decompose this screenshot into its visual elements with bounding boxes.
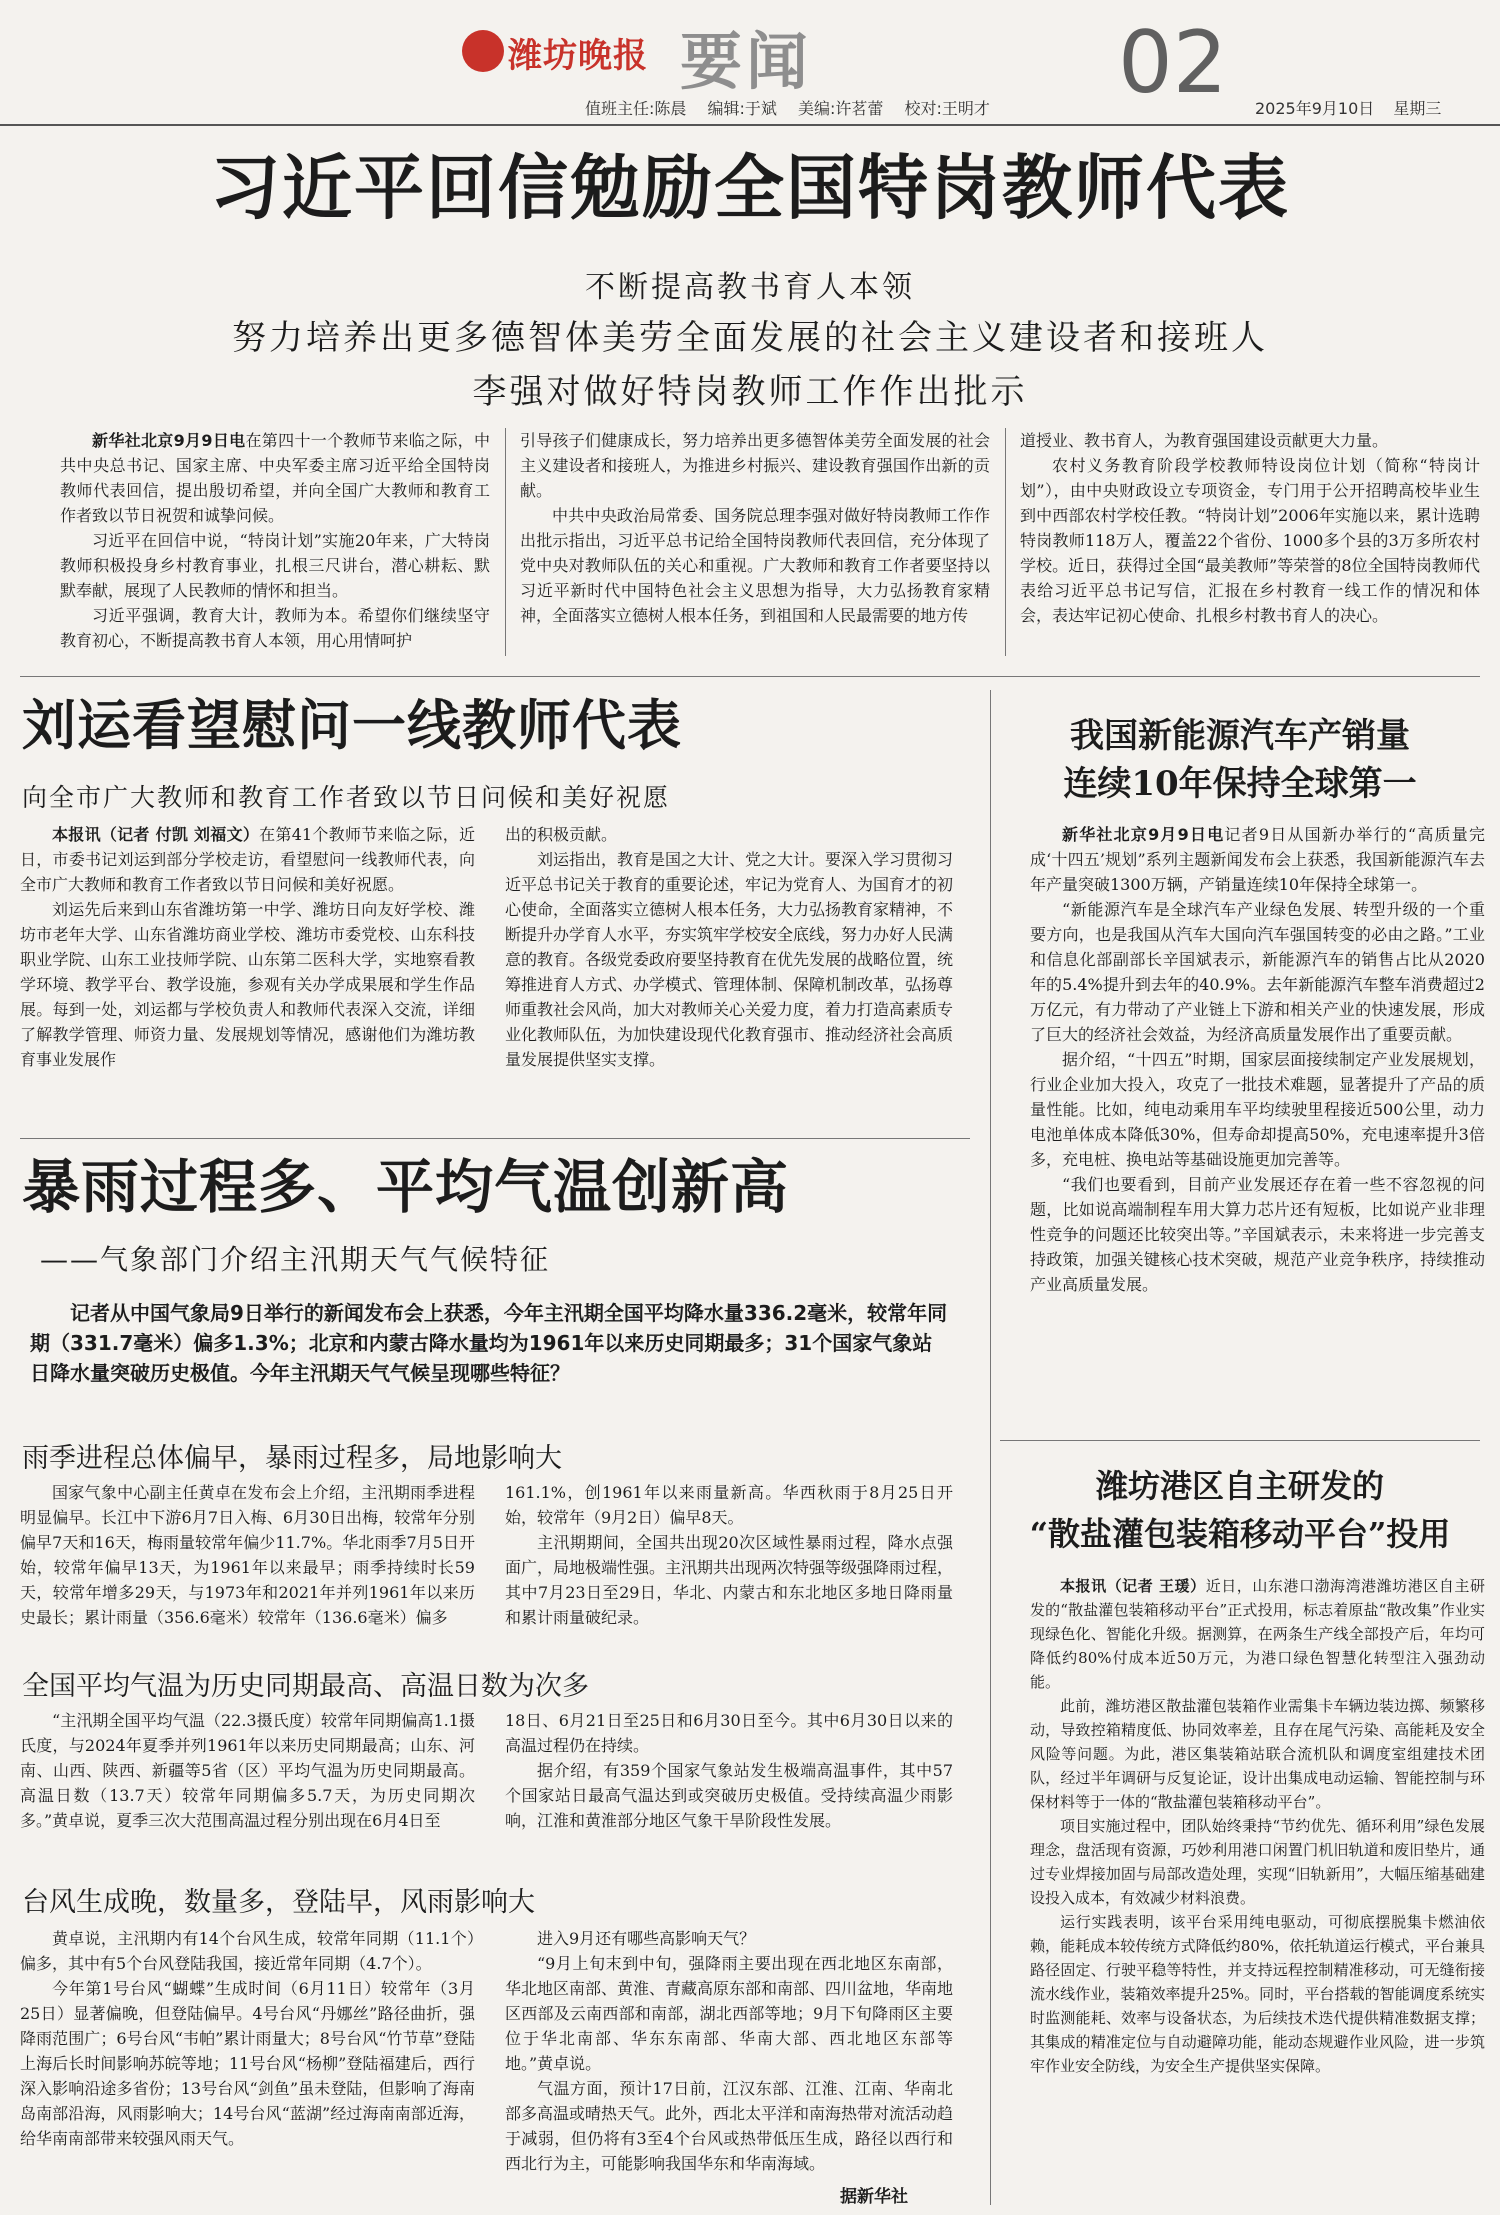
nev-body [1030, 822, 1485, 1500]
port-byline: 本报讯（记者 王瑗） [1060, 1577, 1206, 1595]
rain-headline: 暴雨过程多、平均气温创新高 [22, 1153, 790, 1221]
nev-headline-line-1: 我国新能源汽车产销量 [1070, 716, 1410, 756]
paragraph: 据介绍，有359个国家气象站发生极端高温事件，其中57个国家站日最高气温达到或突破历史极值。受持续高温少雨影响，江淮和黄淮部分地区气象干旱阶段性发展。 [505, 1761, 953, 1830]
lead-subtitle-1: 不断提高教书育人本领 [585, 270, 915, 305]
rain-s1-column-2 [505, 1480, 953, 1630]
port-headline-line-1: 潍坊港区自主研发的 [1095, 1467, 1384, 1505]
rain-s2-column-1 [20, 1708, 475, 1858]
paragraph: “新能源汽车是全球汽车产业绿色发展、转型升级的一个重要方向，也是我国从汽车大国向汽车强国转变的必由之路。”工业和信息化部副部长辛国斌表示，新能源汽车的销售占比从2020年的5.4%提升到去年的40.9%。去年新能源汽车整车消费超过2万亿元，有力带动了产业链上下游和相关产业的快速发展，形成了巨大的经济社会效益，为经济高质量发展作出了重要贡献。 [1030, 900, 1485, 1044]
lead-column-1 [60, 428, 490, 656]
paragraph: 引导孩子们健康成长，努力培养出更多德智体美劳全面发展的社会主义建设者和接班人，为推进乡村振兴、建设教育强国作出新的贡献。 [520, 431, 990, 500]
liu-subtitle: 向全市广大教师和教育工作者致以节日问候和美好祝愿 [22, 783, 671, 812]
rain-s2-column-2 [505, 1708, 953, 1858]
section-divider [20, 1138, 970, 1139]
paragraph: 习近平强调，教育大计，教师为本。希望你们继续坚守教育初心，不断提高教书育人本领，用心用情呵护 [60, 606, 490, 650]
paragraph: 161.1%，创1961年以来雨量新高。华西秋雨于8月25日开始，较常年（9月2日）偏早8天。 [505, 1483, 953, 1527]
rain-s3-column-1 [20, 1926, 475, 2202]
rain-s1-column-1 [20, 1480, 475, 1630]
paragraph: 项目实施过程中，团队始终秉持“节约优先、循环利用”绿色发展理念，盘活现有资源，巧妙利用港口闲置门机旧轨道和废旧垫片，通过专业焊接加固与局部改造处理，实现“旧轨新用”，大幅压缩基础建设投入成本，有效减少材料浪费。 [1030, 1817, 1485, 1907]
port-headline [1000, 1462, 1480, 1558]
editor-credit: 美编:许茗蕾 [798, 99, 884, 118]
port-headline-line-2: “散盐灌包装箱移动平台”投用 [1029, 1515, 1451, 1553]
paragraph: 刘运指出，教育是国之大计、党之大计。要深入学习贯彻习近平总书记关于教育的重要论述，牢记为党育人、为国育才的初心使命，全面落实立德树人根本任务，大力弘扬教育家精神，不断提升办学育人水平，夯实筑牢学校安全底线，努力办好人民满意的教育。各级党委政府要坚持教育在优先发展的战略位置，统筹推进育人方式、办学模式、管理体制、保障机制改革，弘扬尊师重教社会风尚，加大对教师关心关爱力度，着力打造高素质专业化教师队伍，为加快建设现代化教育强市、推动经济社会高质量发展提供坚实支撑。 [505, 850, 953, 1069]
rain-subtitle: ——气象部门介绍主汛期天气气候特征 [40, 1243, 551, 1276]
rain-section-1-title: 雨季进程总体偏早，暴雨过程多，局地影响大 [22, 1443, 562, 1474]
paragraph: 在第四十一个教师节来临之际，中共中央总书记、国家主席、中央军委主席习近平给全国特岗教师代表回信，提出殷切希望，并向全国广大教师和教育工作者致以节日祝贺和诚挚问候。 [60, 431, 490, 525]
paragraph: 记者9日从国新办举行的“高质量完成‘十四五’规划”系列主题新闻发布会上获悉，我国新能源汽车去年产量突破1300万辆，产销量连续10年保持全球第一。 [1030, 825, 1485, 894]
editor-credits [585, 96, 1006, 119]
editor-credit: 值班主任:陈晨 [585, 99, 687, 118]
rain-section-2-title: 全国平均气温为历史同期最高、高温日数为次多 [22, 1671, 589, 1702]
rain-lead: 记者从中国气象局9日举行的新闻发布会上获悉，今年主汛期全国平均降水量336.2毫米，较常年同期（331.7毫米）偏多1.3%；北京和内蒙古降水量均为1961年以来历史同期最多；31个国家气象站日降水量突破历史极值。今年主汛期天气气候呈现哪些特征？ [30, 1301, 948, 1385]
paragraph: 气温方面，预计17日前，江汉东部、江淮、江南、华南北部多高温或晴热天气。此外，西北太平洋和南海热带对流活动趋于减弱，但仍将有3至4个台风或热带低压生成，路径以西行和西北行为主，可能影响我国华东和华南海域。 [505, 2079, 953, 2173]
paragraph: 道授业、教书育人，为教育强国建设贡献更大力量。 [1020, 431, 1389, 450]
paragraph: 据介绍，“十四五”时期，国家层面接续制定产业发展规划，行业企业加大投入，攻克了一批技术难题，显著提升了产品的质量性能。比如，纯电动乘用车平均续驶里程接近500公里，动力电池单体成本降低30%，但寿命却提高50%，充电速率提升3倍多，充电桩、换电站等基础设施更加完善等。 [1030, 1050, 1485, 1169]
paragraph: “我们也要看到，目前产业发展还存在着一些不容忽视的问题，比如说高端制程车用大算力芯片还有短板，比如说产业非理性竞争的问题还比较突出等。”辛国斌表示，未来将进一步完善支持政策，加强关键核心技术突破，规范产业竞争秩序，持续推动产业高质量发展。 [1030, 1175, 1485, 1294]
editor-credit: 编辑:于斌 [707, 99, 777, 118]
rain-source: 据新华社 [840, 2187, 908, 2207]
nev-headline-line-2: 连续10年保持全球第一 [1063, 764, 1417, 804]
liu-column-1 [20, 822, 475, 1122]
paragraph: 近日，山东港口渤海湾港潍坊港区自主研发的“散盐灌包装箱移动平台”正式投用，标志着原盐“散改集”作业实现绿色化、智能化升级。据测算，在两条生产线全部投产后，年均可降低约80%付成本近50万元，为港口绿色智慧化转型注入强劲动能。 [1030, 1577, 1485, 1691]
paragraph: 中共中央政治局常委、国务院总理李强对做好特岗教师工作作出批示指出，习近平总书记给全国特岗教师代表回信，充分体现了党中央对教师队伍的关心和重视。广大教师和教育工作者要坚持以习近平新时代中国特色社会主义思想为指导，大力弘扬教育家精神，全面落实立德树人根本任务，到祖国和人民最需要的地方传 [520, 506, 990, 625]
paragraph: 黄卓说，主汛期内有14个台风生成，较常年同期（11.1个）偏多，其中有5个台风登陆我国，接近常年同期（4.7个）。 [20, 1929, 475, 1973]
rain-s3-column-2 [505, 1926, 953, 2178]
section-divider [20, 676, 1480, 677]
section-divider [1000, 1440, 1480, 1441]
issue-date [1255, 96, 1441, 119]
issue-date-text: 2025年9月10日 [1255, 99, 1375, 118]
lead-column-3 [1020, 428, 1480, 656]
column-divider [505, 428, 506, 656]
lead-dateline: 新华社北京9月9日电 [92, 431, 246, 450]
rain-section-3-title: 台风生成晚，数量多，登陆早，风雨影响大 [22, 1887, 535, 1918]
paragraph: “9月上旬末到中旬，强降雨主要出现在西北地区东南部，华北地区南部、黄淮、青藏高原东部和南部、四川盆地，华南地区西部及云南西部和南部，湖北西部等地；9月下旬降雨区主要位于华北南部、华东东南部、华南大部、西北地区东部等地。”黄卓说。 [505, 1954, 953, 2073]
paragraph: 18日、6月21日至25日和6月30日至今。其中6月30日以来的高温过程仍在持续。 [505, 1711, 953, 1755]
paragraph: 运行实践表明，该平台采用纯电驱动，可彻底摆脱集卡燃油依赖，能耗成本较传统方式降低约80%，依托轨道运行模式，平台兼具路径固定、行驶平稳等特性，并支持远程控制精准移动，可无缝衔接流水线作业，装箱效率提升25%。同时，平台搭载的智能调度系统实时监测能耗、效率与设备状态，为后续技术迭代提供精准数据支撑；其集成的精准定位与自动避障功能，能动态规避作业风险，进一步筑牢作业安全防线，为安全生产提供坚实保障。 [1030, 1913, 1485, 2075]
paragraph: “主汛期全国平均气温（22.3摄氏度）较常年同期偏高1.1摄氏度，与2024年夏季并列1961年以来历史同期最高；山东、河南、山西、陕西、新疆等5省（区）平均气温为历史同期最高。高温日数（13.7天）较常年同期偏多5.7天，为历史同期次多。”黄卓说，夏季三次大范围高温过程分别出现在6月4日至 [20, 1711, 475, 1830]
masthead-rule [0, 124, 1500, 126]
nev-dateline: 新华社北京9月9日电 [1062, 825, 1225, 844]
section-name: 要闻 [680, 25, 813, 98]
column-divider [1005, 428, 1006, 656]
paragraph: 出的积极贡献。 [505, 825, 618, 844]
nev-headline [1000, 712, 1480, 808]
port-body [1030, 1574, 1485, 2204]
editor-credit: 校对:王明才 [904, 99, 990, 118]
paragraph: 此前，潍坊港区散盐灌包装箱作业需集卡车辆边装边掷、频繁移动，导致控箱精度低、协同效率差，且存在尾气污染、高能耗及安全风险等问题。为此，港区集装箱站联合流机队和调度室组建技术团队，经过半年调研与反复论证，设计出集成电动运输、智能控制与环保材料等于一体的“散盐灌包装箱移动平台”。 [1030, 1697, 1485, 1811]
lead-column-2 [520, 428, 990, 656]
paragraph: 进入9月还有哪些高影响天气？ [537, 1929, 756, 1948]
paragraph: 在第41个教师节来临之际，近日，市委书记刘运到部分学校走访，看望慰问一线教师代表，向全市广大教师和教育工作者致以节日问候和美好祝愿。 [20, 825, 475, 894]
liu-byline: 本报讯（记者 付凯 刘福文） [52, 825, 260, 844]
lead-subtitle-3: 李强对做好特岗教师工作作出批示 [472, 372, 1028, 412]
lead-headline: 习近平回信勉励全国特岗教师代表 [210, 147, 1290, 229]
paragraph: 农村义务教育阶段学校教师特设岗位计划（简称“特岗计划”），由中央财政设立专项资金，专门用于公开招聘高校毕业生到中西部农村学校任教。“特岗计划”2006年实施以来，累计选聘特岗教师118万人，覆盖22个省份、1000多个县的3万多所农村学校。近日，获得过全国“最美教师”等荣誉的8位全国特岗教师代表给习近平总书记写信，汇报在乡村教育一线工作的情况和体会，表达牢记初心使命、扎根乡村教书育人的决心。 [1020, 456, 1480, 625]
issue-weekday: 星期三 [1393, 99, 1442, 118]
column-divider [990, 690, 991, 2205]
liu-headline: 刘运看望慰问一线教师代表 [22, 694, 682, 757]
liu-column-2 [505, 822, 953, 1122]
page-number: 02 [1118, 13, 1228, 113]
paragraph: 主汛期期间，全国共出现20次区域性暴雨过程，降水点强面广，局地极端性强。主汛期共出现两次特强等级强降雨过程，其中7月23日至29日，华北、内蒙古和东北地区多地日降雨量和累计雨量破纪录。 [505, 1533, 953, 1627]
paragraph: 刘运先后来到山东省潍坊第一中学、潍坊日向友好学校、潍坊市老年大学、山东省潍坊商业学校、潍坊市委党校、山东科技职业学院、山东工业技师学院、山东第二医科大学，实地察看教学环境、教学平台、教学设施，参观有关办学成果展和学生作品展。每到一处，刘运都与学校负责人和教师代表深入交流，详细了解教学管理、师资力量、发展规划等情况，感谢他们为潍坊教育事业发展作 [20, 900, 475, 1069]
lead-subtitle-2: 努力培养出更多德智体美劳全面发展的社会主义建设者和接班人 [232, 318, 1268, 358]
paragraph: 国家气象中心副主任黄卓在发布会上介绍，主汛期雨季进程明显偏早。长江中下游6月7日入梅、6月30日出梅，较常年分别偏早7天和16天，梅雨量较常年偏少11.7%。华北雨季7月5日开始，较常年偏早13天，为1961年以来最早；雨季持续时长59天，较常年增多29天，与1973年和2021年并列1961年以来历史最长；累计雨量（356.6毫米）较常年（136.6毫米）偏多 [20, 1483, 475, 1627]
newspaper-logo-icon [462, 30, 504, 72]
paragraph: 今年第1号台风“蝴蝶”生成时间（6月11日）较常年（3月25日）显著偏晚，但登陆偏早。4号台风“丹娜丝”路径曲折，强降雨范围广；6号台风“韦帕”累计雨量大；8号台风“竹节草”登陆上海后长时间影响苏皖等地；11号台风“杨柳”登陆福建后，西行深入影响沿途多省份；13号台风“剑鱼”虽未登陆，但影响了海南岛南部沿海，风雨影响大；14号台风“蓝湖”经过海南南部近海，给华南南部带来较强风雨天气。 [20, 1979, 475, 2148]
paragraph: 习近平在回信中说，“特岗计划”实施20年来，广大特岗教师积极投身乡村教育事业，扎根三尺讲台，潜心耕耘、默默奉献，展现了人民教师的情怀和担当。 [60, 531, 490, 600]
newspaper-name: 潍坊晚报 [508, 36, 648, 76]
